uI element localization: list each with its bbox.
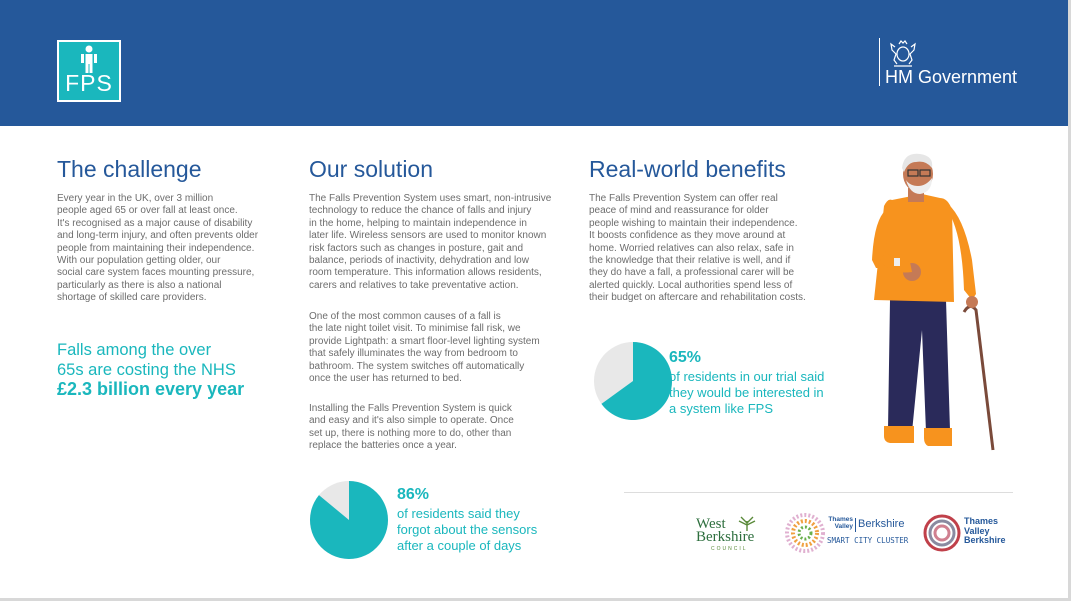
walking-cane bbox=[964, 306, 993, 450]
right-shoe bbox=[924, 428, 952, 446]
tvb-top-line: Valley bbox=[834, 523, 853, 530]
text-line: and long-term injury, and often prevents older bbox=[57, 230, 259, 242]
text-line: It boosts confidence as they move around at bbox=[589, 230, 786, 242]
sensor-pie-chart bbox=[309, 480, 389, 560]
text-line: Every year in the UK, over 3 million bbox=[57, 193, 214, 204]
trousers bbox=[888, 300, 950, 432]
west-berkshire-line: West bbox=[696, 516, 726, 532]
tvb-top bbox=[827, 516, 853, 530]
tvb-divider bbox=[855, 518, 856, 532]
challenge-title: The challenge bbox=[57, 156, 202, 182]
thames-valley-berkshire-logo bbox=[922, 511, 1017, 555]
nhs-cost-stat bbox=[57, 341, 287, 401]
solution-title: Our solution bbox=[309, 156, 434, 182]
nhs-cost-amount: £2.3 billion every year bbox=[57, 379, 245, 399]
west-berkshire-logo bbox=[693, 515, 768, 555]
gov-divider bbox=[879, 38, 880, 86]
interest-stat-percent: 65% bbox=[669, 349, 702, 366]
solution-paragraph bbox=[309, 311, 569, 385]
text-line: Installing the Falls Prevention System is quick bbox=[309, 403, 512, 414]
text-line: that safely illuminates the way from bedroom to bbox=[309, 348, 518, 360]
dot-globe-icon bbox=[785, 513, 825, 553]
challenge-paragraph bbox=[57, 193, 287, 305]
text-line: and easy and it's also simple to operate. Once bbox=[309, 415, 514, 427]
nhs-cost-line: Falls among the over bbox=[57, 341, 212, 359]
text-line: later life. Wireless sensors are used to monitor known bbox=[309, 230, 547, 242]
text-line: bathroom. The system switches off automatically bbox=[309, 360, 525, 372]
royal-crest-icon bbox=[886, 40, 920, 68]
text-line: One of the most common causes of a fall is bbox=[309, 311, 501, 322]
tvb2-line: Valley bbox=[964, 525, 990, 536]
tvb2-line: Berkshire bbox=[964, 535, 1006, 545]
text-line: The Falls Prevention System can offer real bbox=[589, 193, 778, 204]
swirl-icon bbox=[922, 513, 962, 553]
interest-pie-chart bbox=[593, 341, 673, 421]
text-line: With our population getting older, our bbox=[57, 255, 221, 267]
solution-paragraph bbox=[309, 403, 569, 453]
elderly-man-illustration bbox=[860, 150, 1010, 460]
benefits-title: Real-world benefits bbox=[589, 156, 786, 182]
text-line: technology to reduce the chance of falls and injury bbox=[309, 205, 532, 217]
text-line: they do have a fall, a professional carer will be bbox=[589, 267, 795, 279]
smart-city-cluster-logo bbox=[785, 511, 910, 555]
text-line: the late night toilet visit. To minimise fall risk, we bbox=[309, 323, 521, 335]
right-hand bbox=[966, 296, 978, 308]
solution-paragraph bbox=[309, 193, 569, 292]
text-line: they would be interested in bbox=[669, 385, 824, 400]
text-line: The Falls Prevention System uses smart, non-intrusive bbox=[309, 193, 552, 204]
fps-logo bbox=[57, 40, 121, 102]
text-line: It's recognised as a major cause of disability bbox=[57, 217, 253, 229]
text-line: in the home, helping to maintain independence in bbox=[309, 217, 527, 229]
text-line: peace of mind and reassurance for older bbox=[589, 205, 769, 217]
text-line: people wishing to maintain their independence. bbox=[589, 217, 798, 229]
text-line: forgot about the sensors bbox=[397, 522, 538, 537]
west-berkshire-sub: COUNCIL bbox=[711, 546, 748, 552]
text-line: of residents said they bbox=[397, 506, 520, 521]
tvb2-line: Thames bbox=[964, 516, 999, 526]
text-line: once the user has returned to bed. bbox=[309, 373, 462, 385]
text-line: of residents in our trial said bbox=[669, 369, 825, 384]
tvb-name: Berkshire bbox=[858, 518, 905, 530]
text-line: the knowledge that their relative is well, and if bbox=[589, 255, 791, 267]
interest-stat-desc bbox=[669, 369, 839, 417]
text-line: after a couple of days bbox=[397, 538, 522, 553]
tvb-top-line: Thames bbox=[828, 516, 853, 523]
text-line: a system like FPS bbox=[669, 401, 774, 416]
west-berkshire-line: Berkshire bbox=[696, 529, 755, 545]
text-line: room temperature. This information allows residents, bbox=[309, 267, 542, 279]
text-line: balance, periods of inactivity, dehydration and low bbox=[309, 255, 529, 267]
text-line: particularly as there is also a national bbox=[57, 279, 222, 291]
benefits-paragraph bbox=[589, 193, 829, 305]
logo-text: FPS bbox=[65, 70, 113, 96]
sponsor-divider bbox=[624, 492, 1013, 493]
tvb2-name bbox=[964, 517, 1006, 546]
text-line: risk factors such as changes in posture, gait and bbox=[309, 242, 524, 254]
text-line: set up, there is nothing more to do, other than bbox=[309, 427, 512, 439]
text-line: people aged 65 or over fall at least once. bbox=[57, 205, 238, 217]
sensor-stat-percent: 86% bbox=[397, 486, 430, 503]
text-line: their budget on aftercare and rehabilitation costs. bbox=[589, 292, 806, 304]
sensor-stat-desc bbox=[397, 506, 567, 554]
text-line: replace the batteries once a year. bbox=[309, 440, 457, 452]
text-line: provide Lightpath: a smart floor-level lighting system bbox=[309, 335, 540, 347]
text-line: home. Worried relatives can also relax, safe in bbox=[589, 242, 794, 254]
hm-government-label: HM Government bbox=[885, 67, 1018, 87]
west-berkshire-name bbox=[696, 518, 754, 544]
tvb-sub: SMART CITY CLUSTER bbox=[827, 536, 909, 545]
text-line: social care system faces mounting pressure, bbox=[57, 267, 255, 279]
wrist-watch bbox=[894, 258, 900, 266]
text-line: people from maintaining their independence. bbox=[57, 242, 255, 254]
nhs-cost-line: 65s are costing the NHS bbox=[57, 360, 236, 379]
text-line: carers and relatives to take preventative action. bbox=[309, 279, 519, 291]
text-line: alerted quickly. Local authorities spend less of bbox=[589, 279, 793, 291]
left-shoe bbox=[884, 426, 914, 443]
text-line: shortage of skilled care providers. bbox=[57, 292, 207, 304]
